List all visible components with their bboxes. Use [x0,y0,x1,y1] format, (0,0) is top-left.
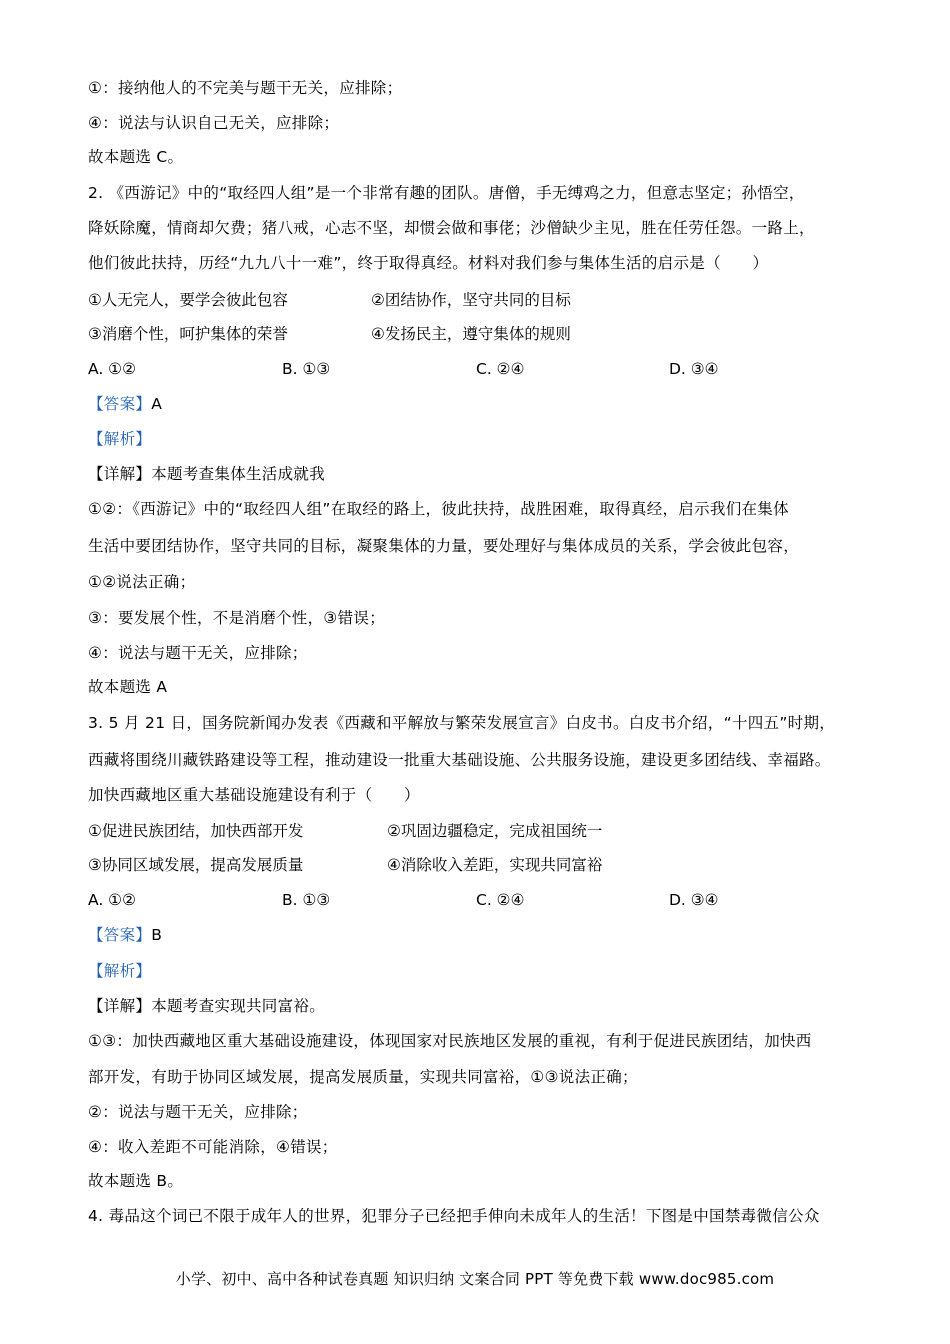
q2-stem-line: 他们彼此扶持，历经“九九八十一难”，终于取得真经。材料对我们参与集体生活的启示是（ ） [88,254,769,272]
q2-choice-d: D. ③④ [669,360,719,378]
q1-explanation-line: ④：说法与认识自己无关，应排除； [88,114,340,132]
q2-statement-3: ③消磨个性，呵护集体的荣誉 [88,325,288,343]
q2-explanation-line: ①②：《西游记》中的“取经四人组”在取经的路上，彼此扶持，战胜困难，取得真经，启示我们在集体 [88,500,789,518]
q2-analysis-label [88,428,151,450]
q3-statement-3: ③协同区域发展，提高发展质量 [88,856,304,874]
q3-choice-a: A. ①② [88,891,136,909]
q2-detail [88,463,325,485]
q3-conclusion: 故本题选 B。 [88,1172,184,1190]
q3-explanation-line: ④：收入差距不可能消除，④错误； [88,1138,338,1156]
q3-explanation-line: ②：说法与题干无关，应排除； [88,1103,308,1121]
q2-choice-c: C. ②④ [476,360,525,378]
answer-label: 【答案】 [88,926,152,944]
q3-explanation-line: 部开发，有助于协同区域发展，提高发展质量，实现共同富裕，①③说法正确； [88,1068,638,1086]
q3-analysis-label [88,960,151,982]
answer-label: 【答案】 [88,395,152,413]
q3-explanation-line: ①③：加快西藏地区重大基础设施建设，体现国家对民族地区发展的重视，有利于促进民族团结，加快西 [88,1032,812,1050]
q3-stem-line: 3. 5 月 21 日，国务院新闻办发表《西藏和平解放与繁荣发展宣言》白皮书。白皮书介绍，“十四五”时期， [88,714,836,732]
q3-detail [88,995,325,1017]
q4-stem-line: 4. 毒品这个词已不限于成年人的世界，犯罪分子已经把手伸向未成年人的生活！下图是中国禁毒微信公众 [88,1207,820,1225]
q3-statement-4: ④消除收入差距，实现共同富裕 [387,856,603,874]
q3-choice-c: C. ②④ [476,891,525,909]
q3-statement-2: ②巩固边疆稳定，完成祖国统一 [387,822,603,840]
page-footer: 小学、初中、高中各种试卷真题 知识归纳 文案合同 PPT 等免费下载 www.doc985.com [175,1270,775,1288]
q1-conclusion: 故本题选 C。 [88,148,184,166]
q2-choice-a: A. ①② [88,360,136,378]
q2-stem-line: 2. 《西游记》中的“取经四人组”是一个非常有趣的团队。唐僧，手无缚鸡之力，但意志坚定；孙悟空， [88,184,805,202]
detail-text: 本题考查集体生活成就我 [151,465,326,483]
q2-answer [88,393,162,415]
q3-answer [88,924,162,946]
answer-value: A [151,395,163,413]
q2-explanation-line: ③：要发展个性，不是消磨个性，③错误； [88,609,385,627]
q3-choice-b: B. ①③ [282,891,331,909]
q1-explanation-line: ①：接纳他人的不完美与题干无关，应排除； [88,79,403,97]
answer-value: B [151,926,163,944]
q3-stem-line: 西藏将围绕川藏铁路建设等工程，推动建设一批重大基础设施、公共服务设施，建设更多团结线、幸福路。 [88,751,831,769]
q2-explanation-line: ①②说法正确； [88,573,196,591]
analysis-label: 【解析】 [88,430,152,448]
q3-statement-1: ①促进民族团结，加快西部开发 [88,822,304,840]
q2-statement-4: ④发扬民主，遵守集体的规则 [371,325,571,343]
q2-conclusion: 故本题选 A [88,678,168,696]
analysis-label: 【解析】 [88,962,152,980]
q2-explanation-line: 生活中要团结协作，坚守共同的目标，凝聚集体的力量，要处理好与集体成员的关系，学会彼此包容， [88,537,800,555]
q3-stem-line: 加快西藏地区重大基础设施建设有利于（ ） [88,786,420,804]
q2-stem-line: 降妖除魔，情商却欠费；猪八戒，心志不坚，却惯会做和事佬；沙僧缺少主见，胜在任劳任怨。一路上， [88,219,815,237]
q2-choice-b: B. ①③ [282,360,331,378]
detail-label: 【详解】 [88,465,152,483]
q2-statement-2: ②团结协作，坚守共同的目标 [371,291,571,309]
q3-choice-d: D. ③④ [669,891,719,909]
q2-statement-1: ①人无完人，要学会彼此包容 [88,291,288,309]
detail-text: 本题考查实现共同富裕。 [151,997,326,1015]
detail-label: 【详解】 [88,997,152,1015]
q2-explanation-line: ④：说法与题干无关，应排除； [88,644,308,662]
